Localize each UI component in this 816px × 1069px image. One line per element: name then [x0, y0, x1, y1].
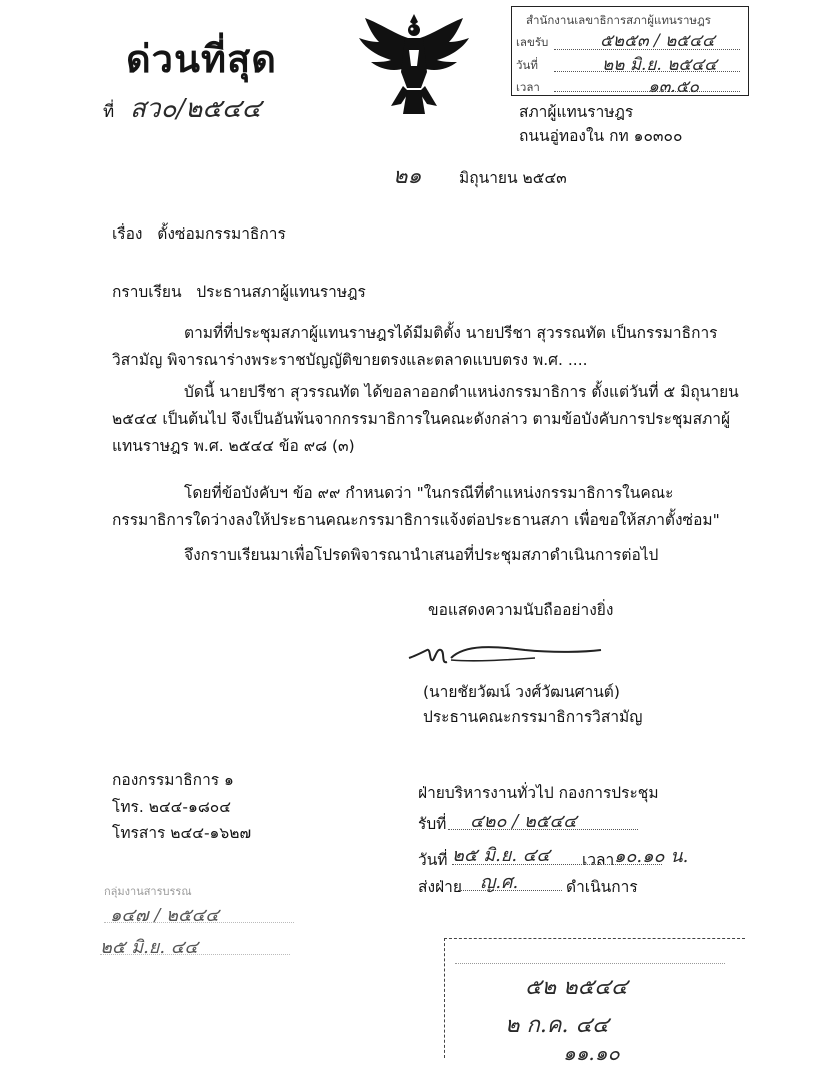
- date-month-year: มิถุนายน ๒๕๔๓: [459, 169, 567, 187]
- bottom-stamp-date: ๒ ก.ค. ๔๔: [505, 1013, 609, 1038]
- body-paragraph-1: ตามที่ที่ประชุมสภาผู้แทนราษฎรได้มีมติตั้ง นายปรีชา สุวรรณทัต เป็นกรรมาธิการวิสามัญ พิจารณาร่างพระราชบัญญัติขายตรงและตลาดแบบตรง พ.ศ. ....: [112, 324, 718, 369]
- signature-icon: [405, 636, 605, 676]
- bottom-stamp-number: ๕๒ ๒๕๔๔: [525, 975, 628, 1000]
- received-stamp: [511, 6, 749, 96]
- signatory-name: (นายชัยวัฒน์ วงศ์วัฒนศานต์): [423, 683, 620, 701]
- salutation-label: กราบเรียน: [112, 283, 182, 301]
- sender-address-line-1: สภาผู้แทนราษฎร: [519, 103, 634, 121]
- subject-text: ตั้งซ่อมกรรมาธิการ: [157, 225, 286, 243]
- received-stamp-time: ๑๓.๕๐: [648, 77, 700, 97]
- routing-stamp-time-label: เวลา: [582, 851, 615, 869]
- received-stamp-receipt-no: ๕๒๕๓ / ๒๕๔๔: [600, 31, 715, 51]
- closing: ขอแสดงความนับถืออย่างยิ่ง: [428, 601, 614, 619]
- routing-stamp-forward-suffix: ดำเนินการ: [566, 878, 638, 896]
- faint-stamp-header: กลุ่มงานสารบรรณ: [104, 885, 192, 898]
- doc-number-prefix: ที่: [103, 102, 115, 122]
- contact-division: กองกรรมาธิการ ๑: [112, 771, 234, 789]
- received-stamp-date-label: วันที่: [516, 58, 538, 72]
- body-paragraph-2: บัดนี้ นายปรีชา สุวรรณทัต ได้ขอลาออกตำแหน่งกรรมาธิการ ตั้งแต่วันที่ ๕ มิถุนายน ๒๕๔๔ เป็นต้นไป จึงเป็นอันพ้นจากกรรมาธิการในคณะดังกล่าว ตามข้อบังคับการประชุมสภาผู้แทนราษฎร พ.ศ. ๒๕๔๔ ข้อ ๙๘ (๓): [112, 383, 739, 455]
- routing-stamp-time: ๑๐.๑๐ น.: [614, 846, 689, 867]
- routing-stamp-header: ฝ่ายบริหารงานทั่วไป กองการประชุม: [418, 784, 659, 802]
- routing-stamp-receipt-no: ๔๒๐ / ๒๕๔๔: [470, 811, 577, 832]
- bottom-stamp: [444, 938, 745, 1065]
- received-stamp-receipt-label: เลขรับ: [516, 35, 549, 49]
- routing-stamp-forward-label: ส่งฝ่าย: [418, 878, 462, 896]
- subject-label: เรื่อง: [112, 225, 143, 243]
- subject: [112, 225, 286, 244]
- contact-phone: โทร. ๒๔๔-๑๘๐๔: [112, 798, 231, 816]
- sender-address-line-2: ถนนอู่ทองใน กท ๑๐๓๐๐: [519, 127, 683, 145]
- faint-stamp-receipt-no: ๑๔๗ / ๒๕๔๔: [110, 905, 219, 926]
- salutation: [112, 283, 366, 302]
- doc-number: สว๐/๒๕๔๔: [130, 94, 262, 124]
- bottom-stamp-time: ๑๑.๑๐: [563, 1041, 620, 1065]
- body-paragraph-4: จึงกราบเรียนมาเพื่อโปรดพิจารณานำเสนอที่ประชุมสภาดำเนินการต่อไป: [184, 546, 659, 564]
- routing-stamp-receipt-label: รับที่: [418, 815, 447, 833]
- routing-stamp-date-label: วันที่: [418, 851, 448, 869]
- contact-fax: โทรสาร ๒๔๔-๑๖๒๗: [112, 824, 252, 842]
- body-paragraph-3: โดยที่ข้อบังคับฯ ข้อ ๙๙ กำหนดว่า "ในกรณีที่ตำแหน่งกรรมาธิการในคณะกรรมาธิการใดว่างลงให้ประธานคณะกรรมาธิการแจ้งต่อประธานสภา เพื่อขอให้สภาตั้งซ่อม": [112, 484, 720, 529]
- salutation-text: ประธานสภาผู้แทนราษฎร: [196, 283, 366, 301]
- received-stamp-date: ๒๒ มิ.ย. ๒๕๔๔: [602, 55, 717, 75]
- signatory-title: ประธานคณะกรรมาธิการวิสามัญ: [423, 708, 643, 726]
- garuda-emblem-icon: [355, 10, 473, 118]
- date-day: ๒๑: [393, 164, 422, 189]
- routing-stamp-date: ๒๕ มิ.ย. ๔๔: [452, 845, 551, 866]
- faint-stamp-date: ๒๕ มิ.ย. ๔๔: [100, 937, 199, 958]
- routing-stamp-forward-to: ญ.ศ.: [480, 872, 519, 893]
- received-stamp-office: สำนักงานเลขาธิการสภาผู้แทนราษฎร: [526, 13, 711, 27]
- received-stamp-time-label: เวลา: [516, 80, 540, 94]
- urgency-label: ด่วนที่สุด: [126, 36, 277, 81]
